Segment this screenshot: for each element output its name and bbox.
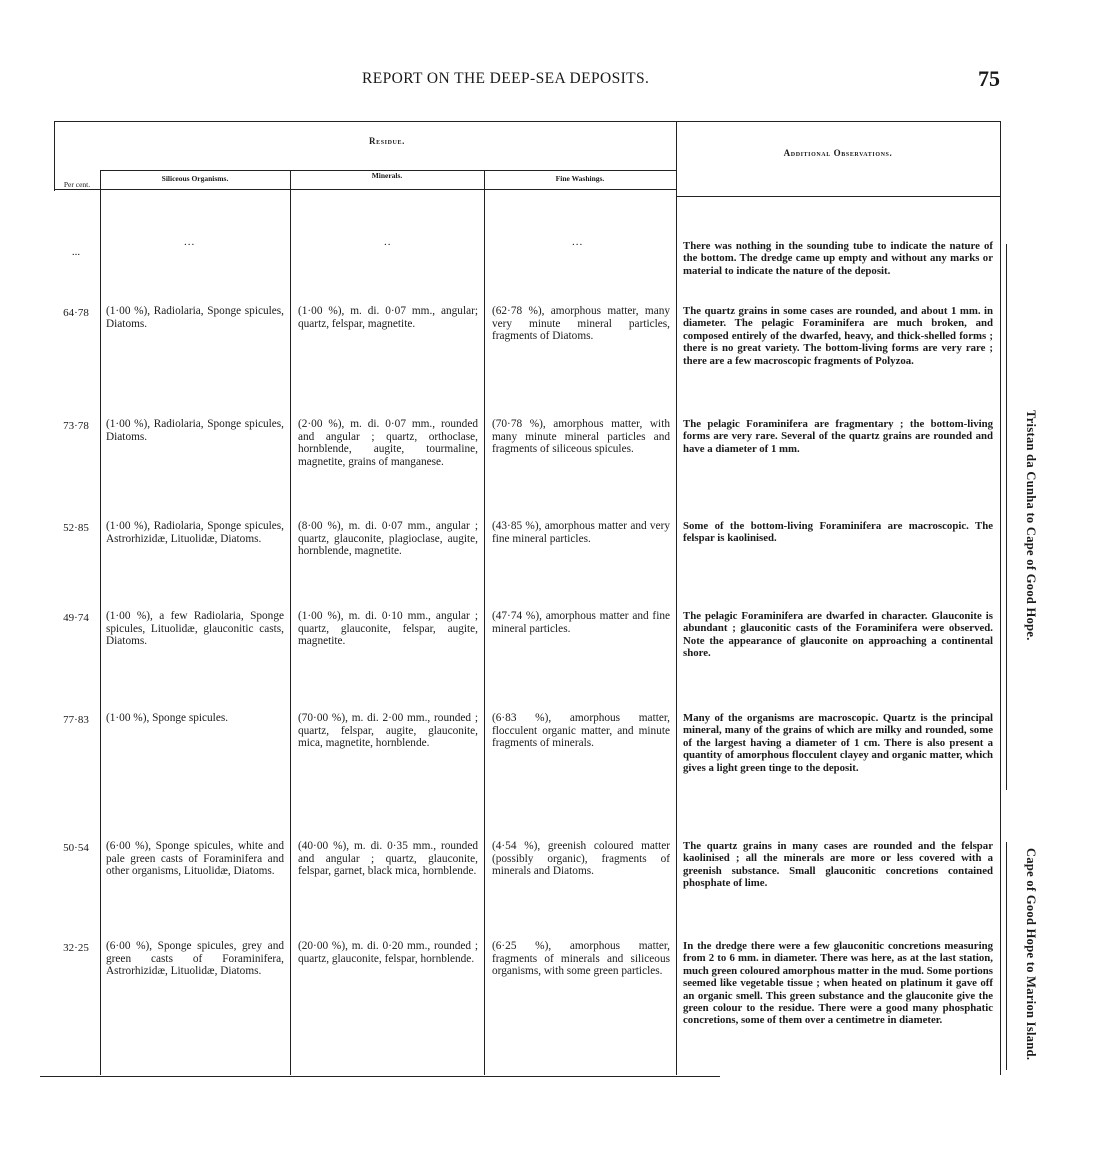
header-per-cent: Per cent.: [63, 180, 91, 189]
observation-cell: There was nothing in the sounding tube to indicate the nature of the bottom. The dredge came up empty and without any marks or material to indicate the nature of the deposit.: [683, 240, 993, 277]
minerals-cell: (70·00 %), m. di. 2·00 mm., rounded ; quartz, felspar, augite, glauconite, mica, magnetite, hornblende.: [298, 712, 478, 750]
col-rule-1: [100, 170, 101, 1075]
route-brace-1: [1006, 244, 1007, 790]
siliceous-cell: (1·00 %), Sponge spicules.: [106, 712, 229, 724]
siliceous-cell: (1·00 %), Radiolaria, Sponge spicules, Diatoms.: [106, 305, 284, 330]
siliceous-cell: (1·00 %), Radiolaria, Sponge spicules, Astrorhizidæ, Lituolidæ, Diatoms.: [106, 520, 284, 545]
minerals-cell: ..: [384, 236, 392, 248]
page-number: 75: [978, 66, 1000, 91]
per-cent-cell: 52·85: [63, 522, 89, 534]
per-cent-cell: 32·25: [63, 942, 89, 954]
observation-cell: Many of the organisms are macroscopic. Quartz is the principal mineral, many of the grains of which are milky and rounded, some of the largest having a diameter of 1 cm. There is also present a quantity of amorphous flocculent clayey and organic matter, which gives a light green tinge to the deposit.: [683, 712, 993, 774]
observation-cell: Some of the bottom-living Foraminifera are macroscopic. The felspar is kaolinised.: [683, 520, 993, 545]
observation-cell: In the dredge there were a few glauconitic concretions measuring from 2 to 6 mm. in diameter. There was here, as at the last station, much green coloured amorphous matter in the mud. Some portions seemed like vegetable tissue ; when heated on platinum it gave off an organic smell. This green substance and the glauconite give the green colour to the residue. There were a good many phosphatic concretions, some of them over a centimetre in diameter.: [683, 940, 993, 1027]
minerals-cell: (1·00 %), m. di. 0·10 mm., angular ; quartz, glauconite, felspar, augite, magnetite.: [298, 610, 478, 648]
minerals-cell: (2·00 %), m. di. 0·07 mm., rounded and angular ; quartz, orthoclase, hornblende, augite, tourmaline, magnetite, grains of manganese.: [298, 418, 478, 468]
header-bottom-rule-right: [676, 196, 1000, 197]
route-label-1: Tristan da Cunha to Cape of Good Hope.: [1024, 410, 1038, 641]
observation-cell: The quartz grains in many cases are rounded and the felspar kaolinised ; all the minerals are more or less covered with a greenish substance. Small glauconitic concretions contained phosphate of lime.: [683, 840, 993, 890]
header-siliceous-organisms: Siliceous Organisms.: [161, 174, 229, 183]
right-border: [1000, 121, 1001, 1075]
table-top-rule: [54, 121, 1000, 122]
per-cent-cell: 49·74: [63, 612, 89, 624]
fine-washings-cell: (43·85 %), amorphous matter and very fine mineral particles.: [492, 520, 670, 545]
route-label-2: Cape of Good Hope to Marion Island.: [1024, 848, 1038, 1061]
route-brace-2: [1006, 842, 1007, 1070]
observation-cell: The pelagic Foraminifera are fragmentary ; the bottom-living forms are very rare. Several of the quartz grains are rounded and have a diameter of 1 mm.: [683, 418, 993, 455]
col-rule-2: [290, 170, 291, 1075]
siliceous-cell: (1·00 %), Radiolaria, Sponge spicules, Diatoms.: [106, 418, 284, 443]
fine-washings-cell: ...: [572, 236, 584, 248]
header-minerals: Minerals.: [371, 171, 403, 180]
minerals-cell: (20·00 %), m. di. 0·20 mm., rounded ; quartz, glauconite, felspar, hornblende.: [298, 940, 478, 965]
siliceous-cell: (6·00 %), Sponge spicules, white and pale green casts of Foraminifera and other organisms, Lituolidæ, Diatoms.: [106, 840, 284, 878]
siliceous-cell: (6·00 %), Sponge spicules, grey and green casts of Foraminifera, Astrorhizidæ, Lituolidæ, Diatoms.: [106, 940, 284, 978]
bottom-rule: [40, 1076, 720, 1077]
per-cent-cell: 77·83: [63, 714, 89, 726]
col-rule-4: [676, 121, 677, 1075]
minerals-cell: (8·00 %), m. di. 0·07 mm., angular ; quartz, glauconite, plagioclase, augite, hornblende, magnetite.: [298, 520, 478, 558]
fine-washings-cell: (70·78 %), amorphous matter, with many minute mineral particles and fragments of siliceous spicules.: [492, 418, 670, 456]
observation-cell: The pelagic Foraminifera are dwarfed in character. Glauconite is abundant ; glauconitic casts of the Foraminifera were observed. Note the appearance of glauconite on approaching a continental shore.: [683, 610, 993, 660]
per-cent-cell: 50·54: [63, 842, 89, 854]
fine-washings-cell: (62·78 %), amorphous matter, many very minute mineral particles, fragments of Diatoms.: [492, 305, 670, 343]
fine-washings-cell: (6·25 %), amorphous matter, fragments of minerals and siliceous organisms, with some green particles.: [492, 940, 670, 978]
siliceous-cell: (1·00 %), a few Radiolaria, Sponge spicules, Lituolidæ, glauconitic casts, Diatoms.: [106, 610, 284, 648]
minerals-cell: (40·00 %), m. di. 0·35 mm., rounded and angular ; quartz, glauconite, felspar, garnet, black mica, hornblende.: [298, 840, 478, 878]
per-cent-cell: 73·78: [63, 420, 89, 432]
observation-cell: The quartz grains in some cases are rounded, and about 1 mm. in diameter. The pelagic Foraminifera are much broken, and composed entirely of the dwarfed, heavy, and thick-shelled forms ; there is no great variety. The bottom-living forms are very rare ; there are a few macroscopic fragments of Polyzoa.: [683, 305, 993, 367]
minerals-cell: (1·00 %), m. di. 0·07 mm., angular; quartz, felspar, magnetite.: [298, 305, 478, 330]
running-head: [0, 66, 1100, 96]
header-bottom-rule-left: [54, 189, 676, 190]
fine-washings-cell: (6·83 %), amorphous matter, flocculent organic matter, and minute fragments of minerals.: [492, 712, 670, 750]
fine-washings-cell: (47·74 %), amorphous matter and fine mineral particles.: [492, 610, 670, 635]
header-residue: Residue.: [369, 136, 405, 146]
col-rule-3: [484, 170, 485, 1075]
fine-washings-cell: (4·54 %), greenish coloured matter (possibly organic), fragments of minerals and Diatoms.: [492, 840, 670, 878]
header-fine-washings: Fine Washings.: [555, 174, 605, 183]
running-title: REPORT ON THE DEEP-SEA DEPOSITS.: [362, 70, 650, 87]
header-additional-observations: Additional Observations.: [783, 148, 893, 158]
per-cent-cell: ...: [71, 246, 81, 258]
siliceous-cell: ...: [184, 236, 196, 248]
per-cent-cell: 64·78: [63, 307, 89, 319]
